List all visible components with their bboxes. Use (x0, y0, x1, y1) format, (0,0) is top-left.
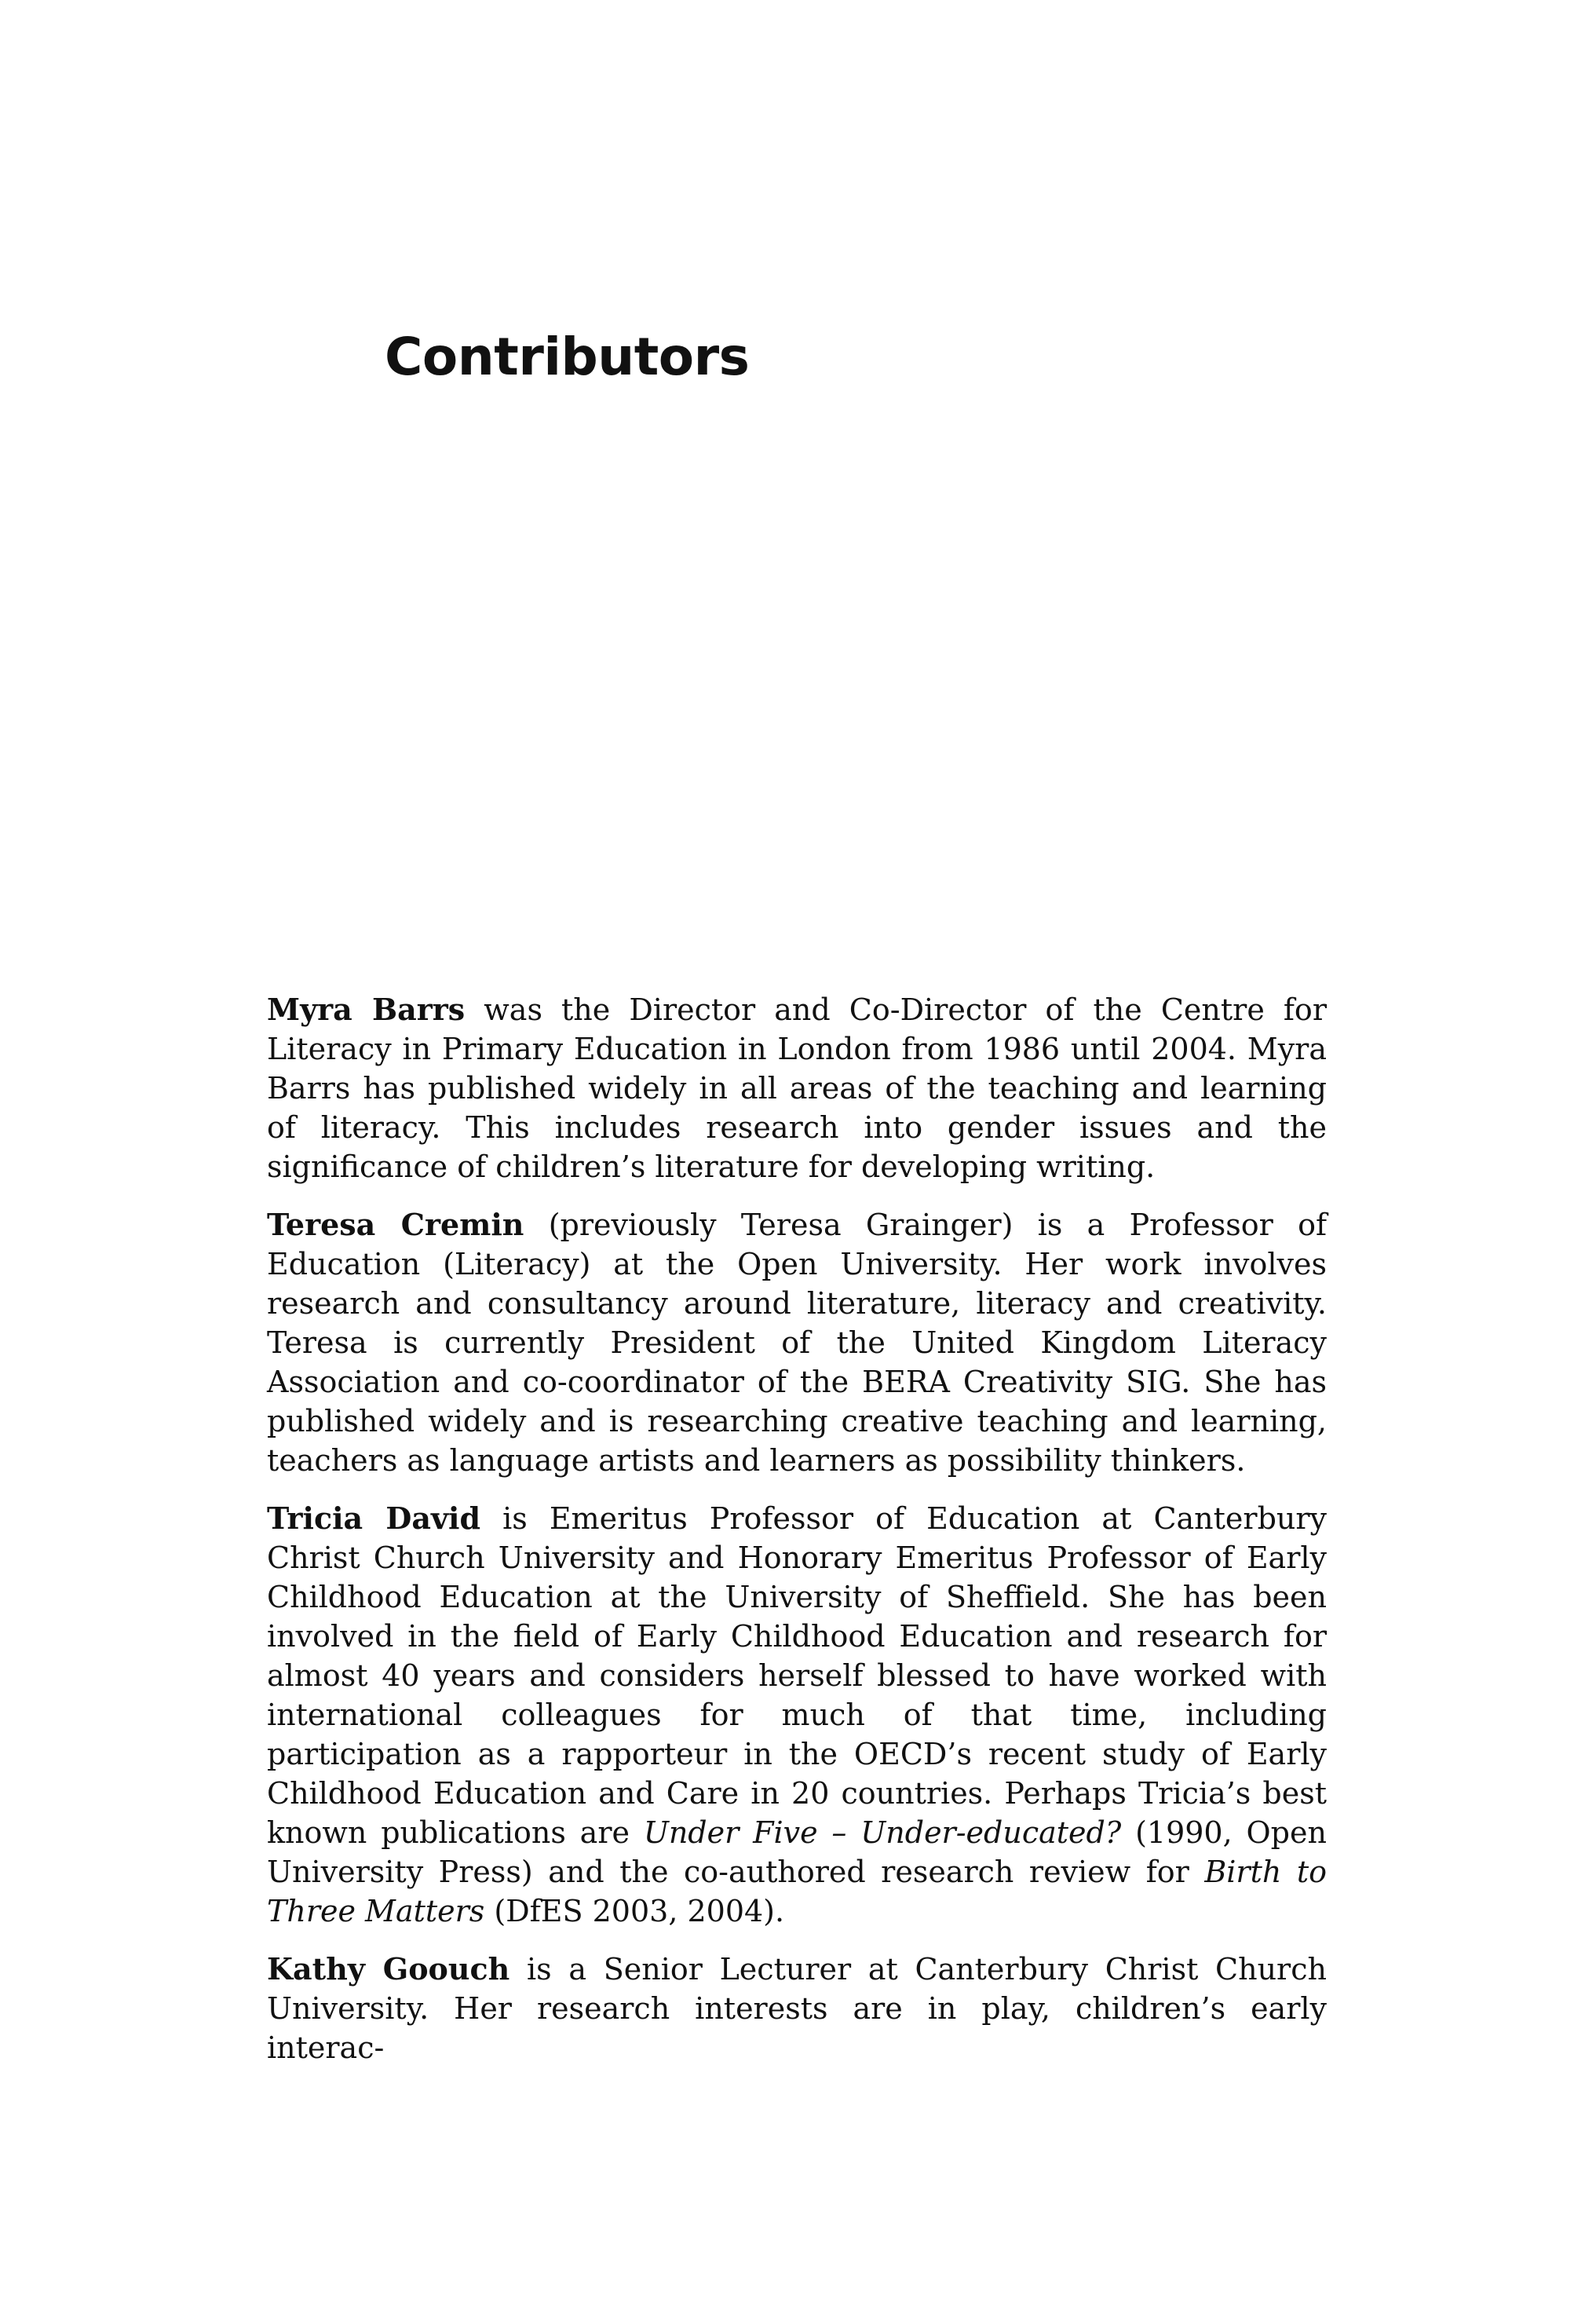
contributor-entry (267, 1499, 1327, 1931)
contributor-bio: (previously Teresa Grainger) is a Professor of Education (Literacy) at the Open University. Her work involves research and consultancy around literature, literacy and creativity. Teresa is currently President of the United Kingdom Literacy Association and co-coordinator of the BERA Creativity SIG. She has published widely and is researching creative teaching and learning, teachers as language artists and learners as possibility thinkers. (267, 1208, 1328, 1478)
contributor-bio: was the Director and Co-Director of the Centre for Literacy in Primary Education in London from 1986 until 2004. Myra Barrs has published widely in all areas of the teaching and learning of literacy. This includes research into gender issues and the significance of children’s literature for developing writing. (267, 992, 1327, 1184)
contributor-bio-continued: (1990, Open University Press) and the co-authored research review for (267, 1815, 1327, 1889)
page-title: Contributors (385, 327, 750, 387)
contributor-entry (267, 1205, 1327, 1480)
contributor-bio-continued: (DfES 2003, 2004). (494, 1894, 785, 1928)
publication-title: Under Five – Under-educated? (643, 1815, 1122, 1850)
contributor-name: Myra Barrs (267, 992, 466, 1027)
contributor-entry (267, 1950, 1327, 2067)
publication-title: Birth to Three Matters (267, 1855, 1327, 1928)
contributor-name: Kathy Goouch (267, 1951, 510, 1987)
contributor-name: Teresa Cremin (267, 1207, 524, 1242)
contributors-list (267, 990, 1327, 2086)
contributor-bio: is a Senior Lecturer at Canterbury Christ Church University. Her research interests are in play, children’s early interac- (267, 1952, 1327, 2065)
contributor-bio: is Emeritus Professor of Education at Canterbury Christ Church University and Honorary Emeritus Professor of Early Childhood Education at the University of Sheffield. She has been involved in the field of Early Childhood Education and research for almost 40 years and considers herself blessed to have worked with international colleagues for much of that time, including participation as a rapporteur in the OECD’s recent study of Early Childhood Education and Care in 20 countries. Perhaps Tricia’s best known publications are (267, 1501, 1327, 1850)
contributor-entry (267, 990, 1327, 1186)
contributor-name: Tricia David (267, 1500, 481, 1536)
